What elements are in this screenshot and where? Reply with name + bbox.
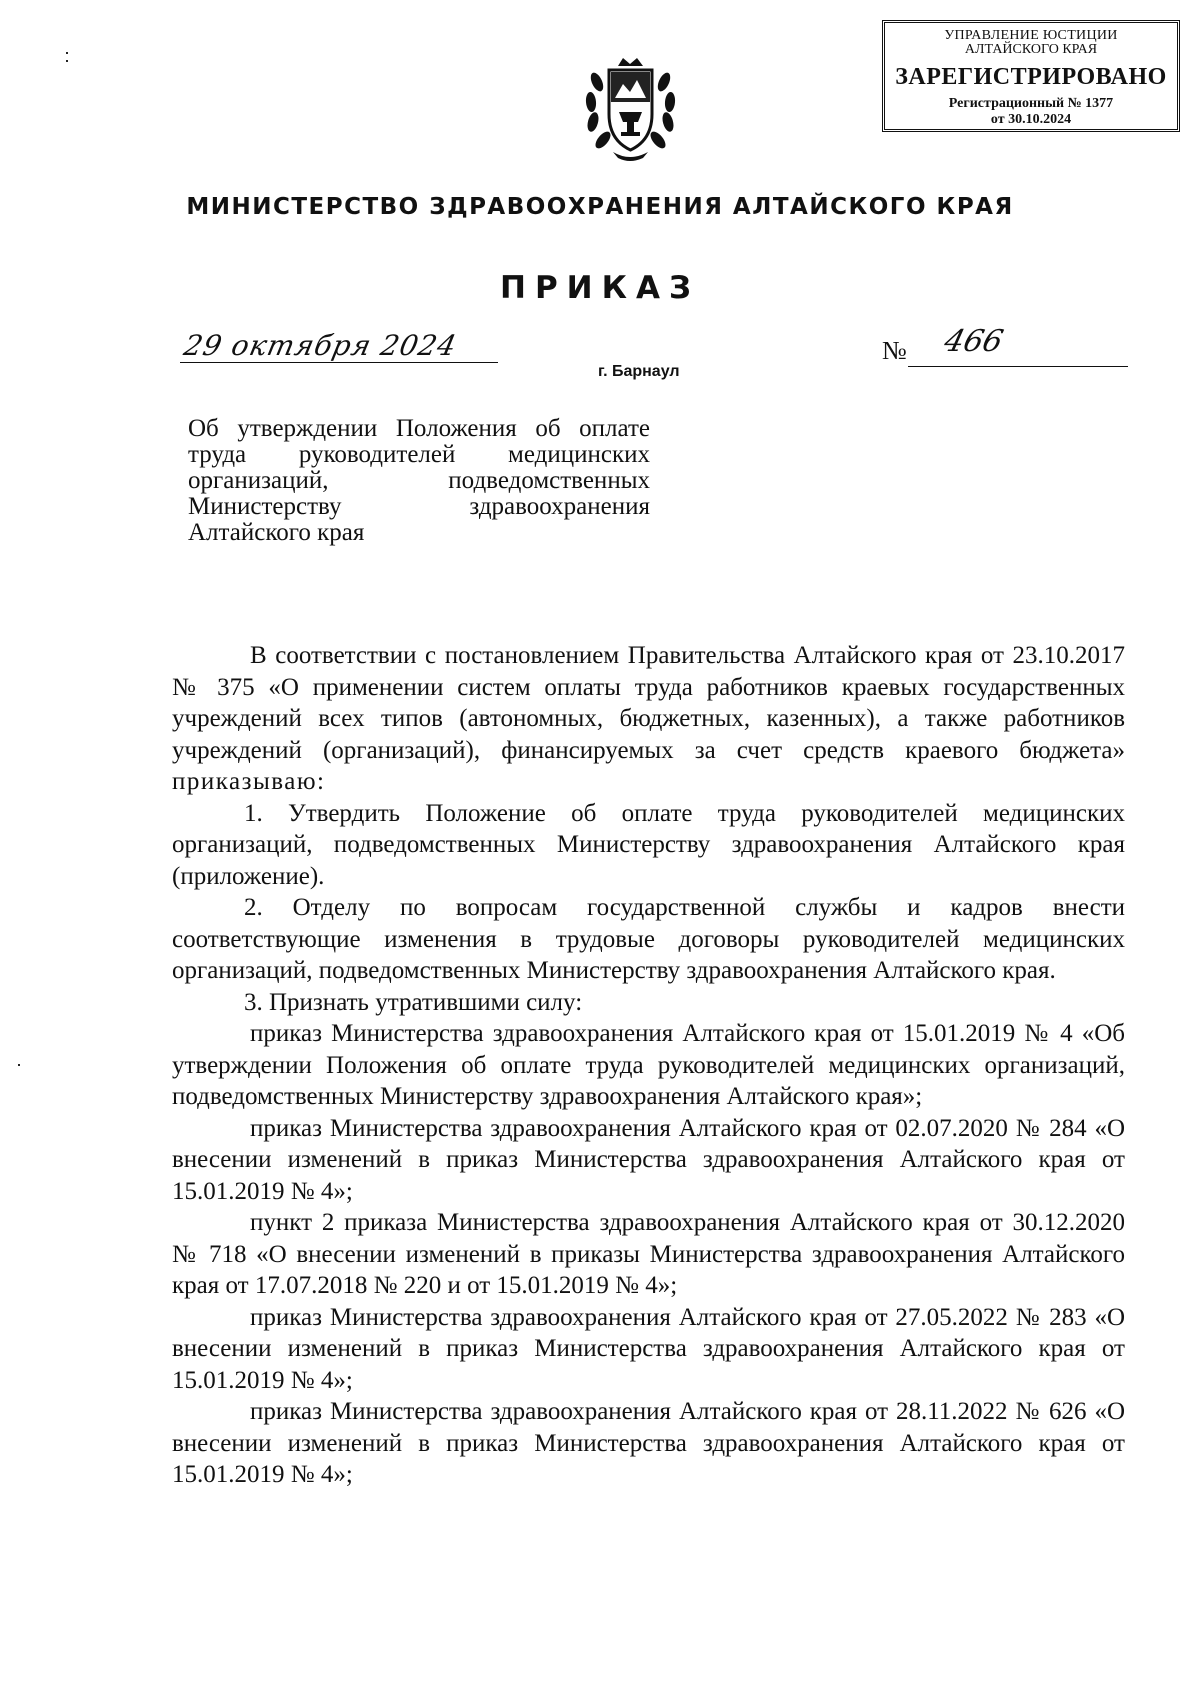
item-1: 1. Утвердить Положение об оплате труда руководителей медицинских организаций, подведомственных Министерству здравоохранения Алтайского края (приложение). xyxy=(172,799,1125,890)
stamp-status: ЗАРЕГИСТРИРОВАНО xyxy=(895,64,1167,90)
date-underline xyxy=(180,362,498,363)
number-underline xyxy=(908,366,1128,367)
order-body xyxy=(172,640,1125,1491)
scan-speck xyxy=(66,60,68,62)
preamble-verb: приказываю: xyxy=(172,768,326,795)
repealed-order-1: приказ Министерства здравоохранения Алтайского края от 15.01.2019 № 4 «Об утверждении Положения об оплате труда руководителей медицинских организаций, подведомственных Министерству здравоохранения Алтайского края»; xyxy=(172,1020,1125,1110)
registration-stamp xyxy=(882,20,1180,132)
repealed-order-2: приказ Министерства здравоохранения Алтайского края от 02.07.2020 № 284 «О внесении изменений в приказ Министерства здравоохранения Алтайского края от 15.01.2019 № 4»; xyxy=(172,1114,1125,1205)
preamble-paragraph xyxy=(172,640,1125,798)
handwritten-number: 466 xyxy=(940,324,1007,359)
scan-speck xyxy=(18,1064,20,1066)
repealed-order-3: пункт 2 приказа Министерства здравоохранения Алтайского края от 30.12.2020 № 718 «О внесении изменений в приказы Министерства здравоохранения Алтайского края от 17.07.2018 № 220 и от 15.01.2019 № 4»; xyxy=(172,1209,1125,1299)
number-label: № xyxy=(882,336,907,365)
handwritten-date: 29 октября 2024 xyxy=(181,329,460,362)
item-2: 2. Отделу по вопросам государственной службы и кадров внести соответствующие изменения в трудовые договоры руководителей медицинских организаций, подведомственных Министерству здравоохранения Алтайского края. xyxy=(172,894,1125,984)
repealed-order-5: приказ Министерства здравоохранения Алтайского края от 28.11.2022 № 626 «О внесении изменений в приказ Министерства здравоохранения Алтайского края от 15.01.2019 № 4»; xyxy=(172,1398,1125,1488)
repealed-order-4: приказ Министерства здравоохранения Алтайского края от 27.05.2022 № 283 «О внесении изменений в приказ Министерства здравоохранения Алтайского края от 15.01.2019 № 4»; xyxy=(172,1303,1125,1394)
preamble-text: В соответствии с постановлением Правительства Алтайского края от 23.10.2017 № 375 «О применении систем оплаты труда работников краевых государственных учреждений всех типов (автономных, бюджетных, казенных), а также работников учреждений (организаций), финансируемых за счет средств краевого бюджета» xyxy=(172,642,1125,764)
order-subject: Об утверждении Положения об оплате труда руководителей медицинских организаций, подведомственных Министерству здравоохранения Алтайского края xyxy=(188,415,650,546)
stamp-line-1: УПРАВЛЕНИЕ ЮСТИЦИИ xyxy=(944,28,1118,43)
item-3: 3. Признать утратившими силу: xyxy=(244,988,583,1016)
stamp-reg-date: от 30.10.2024 xyxy=(990,112,1072,127)
stamp-reg-number: Регистрационный № 1377 xyxy=(948,96,1114,111)
ministry-title: МИНИСТЕРСТВО ЗДРАВООХРАНЕНИЯ АЛТАЙСКОГО КРАЯ xyxy=(186,194,1014,220)
document-type-title: ПРИКАЗ xyxy=(500,270,700,306)
coat-of-arms-icon xyxy=(583,52,678,165)
city-label: г. Барнаул xyxy=(598,363,680,380)
scan-speck xyxy=(66,52,68,54)
stamp-line-2: АЛТАЙСКОГО КРАЯ xyxy=(964,42,1098,57)
